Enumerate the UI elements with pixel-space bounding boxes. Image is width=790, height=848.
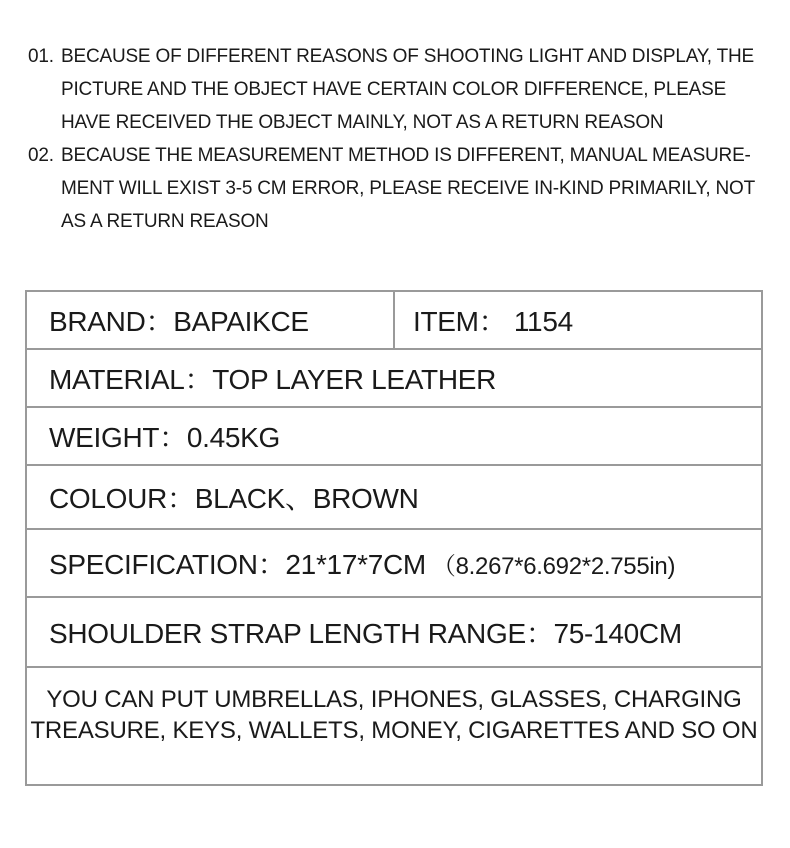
table-row [27, 292, 761, 350]
note-text: BECAUSE THE MEASUREMENT METHOD IS DIFFERENT, MANUAL MEASURE-MENT WILL EXIST 3-5 CM ERROR, PLEASE RECEIVE IN-KIND PRIMARILY, NOT AS A RETURN REASON [61, 145, 755, 232]
weight-cell: WEIGHT：0.45KG [49, 422, 281, 453]
table-row [27, 530, 761, 598]
table-row [27, 598, 761, 668]
table-row [27, 466, 761, 530]
item-cell: ITEM： 1154 [413, 306, 573, 337]
note-number: 01. [28, 46, 54, 67]
note-number: 02. [28, 145, 54, 166]
note-2 [28, 139, 768, 238]
specification-label: SPECIFICATION：21*17*7CM [49, 549, 426, 580]
material-cell: MATERIAL：TOP LAYER LEATHER [49, 364, 497, 395]
capacity-note [27, 668, 761, 746]
specification-cell [27, 530, 675, 596]
table-row [27, 668, 761, 784]
disclaimer-notes [28, 40, 768, 238]
specification-inches: （8.267*6.692*2.755in) [431, 552, 676, 580]
note-1 [28, 40, 768, 139]
product-spec-table [25, 290, 763, 786]
colour-cell: COLOUR：BLACK、BROWN [49, 483, 419, 514]
table-row [27, 350, 761, 408]
brand-cell: BRAND：BAPAIKCE [27, 292, 395, 348]
strap-length-cell: SHOULDER STRAP LENGTH RANGE：75-140CM [49, 618, 682, 649]
note-text: BECAUSE OF DIFFERENT REASONS OF SHOOTING LIGHT AND DISPLAY, THE PICTURE AND THE OBJECT HAVE CERTAIN COLOR DIFFERENCE, PLEASE HAVE RECEIVED THE OBJECT MAINLY, NOT AS A RETURN REASON [61, 46, 755, 133]
capacity-line-1: YOU CAN PUT UMBRELLAS, IPHONES, GLASSES, CHARGING [46, 686, 742, 713]
capacity-line-2: TREASURE, KEYS, WALLETS, MONEY, CIGARETTES AND SO ON [30, 717, 758, 744]
table-row [27, 408, 761, 466]
